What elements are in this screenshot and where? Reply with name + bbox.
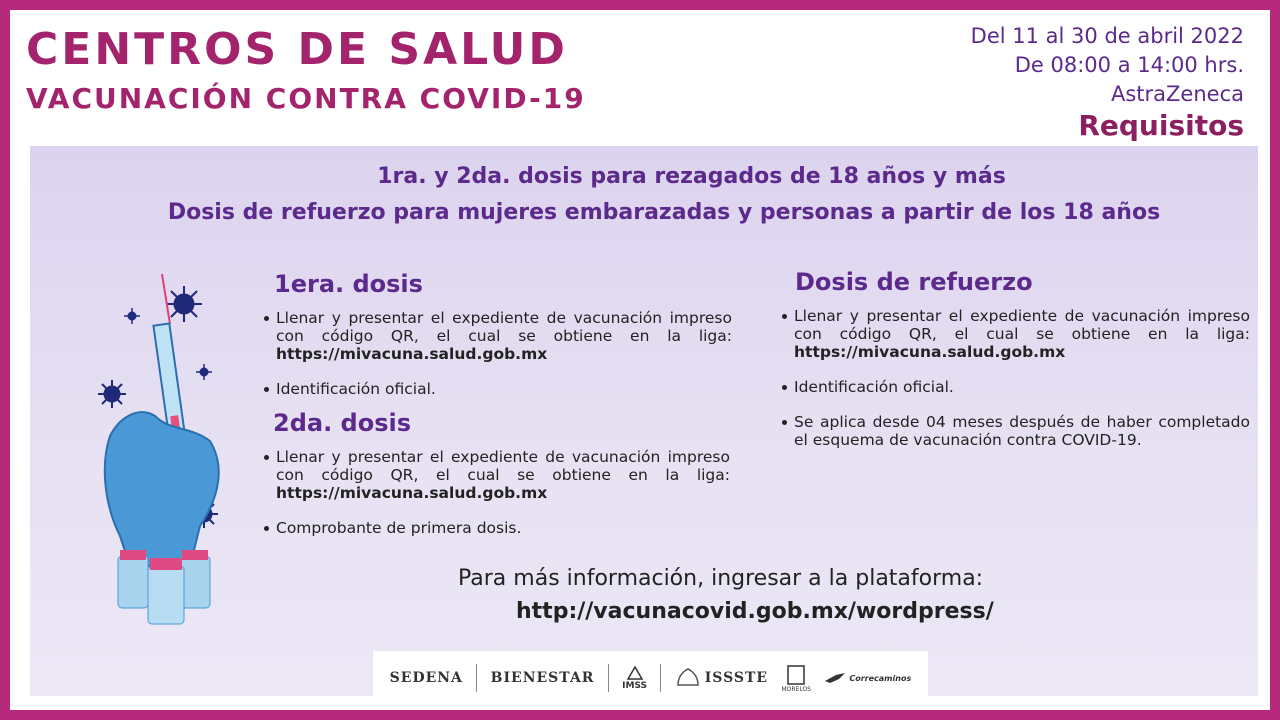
list-item: Identificación oficial. — [780, 378, 1250, 396]
list-item-text: Llenar y presentar el expediente de vacunación impreso con código QR, el cual se obtiene en la liga: — [794, 307, 1250, 343]
title-vacunacion: VACUNACIÓN CONTRA COVID-19 — [26, 82, 586, 115]
title-centros-de-salud: CENTROS DE SALUD — [26, 24, 568, 75]
requirements-panel — [30, 146, 1258, 696]
morelos-logo: MORELOS — [781, 664, 811, 693]
list-item: Identificación oficial. — [262, 380, 732, 398]
mivacuna-link[interactable]: https://mivacuna.salud.gob.mx — [794, 343, 1066, 361]
requirements-heading: Requisitos — [1078, 109, 1244, 142]
list-item-text: Llenar y presentar el expediente de vacunación impreso con código QR, el cual se obtiene en la liga: — [276, 448, 730, 484]
roadrunner-icon — [824, 671, 846, 685]
divider — [608, 664, 609, 692]
list-item-text: Llenar y presentar el expediente de vacunación impreso con código QR, el cual se obtiene en la liga: — [276, 309, 732, 345]
dates-text: Del 11 al 30 de abril 2022 — [970, 24, 1244, 48]
vaccine-illustration — [70, 266, 250, 626]
booster-heading: Dosis de refuerzo — [795, 268, 1033, 296]
list-item: Se aplica desde 04 meses después de haber completado el esquema de vacunación contra COVID-19. — [780, 413, 1250, 449]
list-item — [262, 448, 730, 502]
divider — [660, 664, 661, 692]
list-item: Comprobante de primera dosis. — [262, 519, 730, 537]
vaccine-name: AstraZeneca — [1111, 82, 1244, 106]
virus-icon — [124, 308, 140, 324]
virus-icon — [98, 380, 126, 408]
more-info-text: Para más información, ingresar a la plataforma: — [458, 566, 984, 591]
sponsor-logos-bar — [373, 651, 928, 705]
platform-link[interactable]: http://vacunacovid.gob.mx/wordpress/ — [516, 599, 994, 624]
virus-icon — [196, 364, 212, 380]
mivacuna-link[interactable]: https://mivacuna.salud.gob.mx — [276, 345, 548, 363]
subtitle-refuerzo: Dosis de refuerzo para mujeres embarazadas y personas a partir de los 18 años — [167, 200, 1161, 225]
subtitle-rezagados: 1ra. y 2da. dosis para rezagados de 18 años y más — [377, 164, 1006, 189]
list-item — [262, 309, 732, 363]
divider — [476, 664, 477, 692]
second-dose-heading: 2da. dosis — [273, 409, 412, 437]
issste-logo: ISSSTE — [675, 667, 768, 689]
poster — [10, 10, 1270, 710]
brigada-correcaminos-logo: Correcaminos — [824, 671, 911, 685]
virus-icon — [166, 286, 202, 322]
mivacuna-link[interactable]: https://mivacuna.salud.gob.mx — [276, 484, 548, 502]
sedena-logo: SEDENA — [389, 670, 463, 686]
schedule-info — [971, 22, 1244, 143]
glove-icon — [105, 412, 219, 566]
morelos-shield-icon — [786, 664, 806, 686]
second-dose-list — [262, 448, 730, 554]
booster-list — [780, 307, 1250, 466]
imss-emblem-icon — [626, 665, 644, 681]
first-dose-list — [262, 309, 732, 415]
bienestar-logo: BIENESTAR — [490, 670, 595, 686]
list-item — [780, 307, 1250, 361]
first-dose-heading: 1era. dosis — [274, 270, 423, 298]
vials-icon — [118, 550, 210, 624]
hours-text: De 08:00 a 14:00 hrs. — [1014, 53, 1244, 77]
imss-logo: IMSS — [622, 665, 647, 691]
issste-emblem-icon — [675, 667, 701, 689]
